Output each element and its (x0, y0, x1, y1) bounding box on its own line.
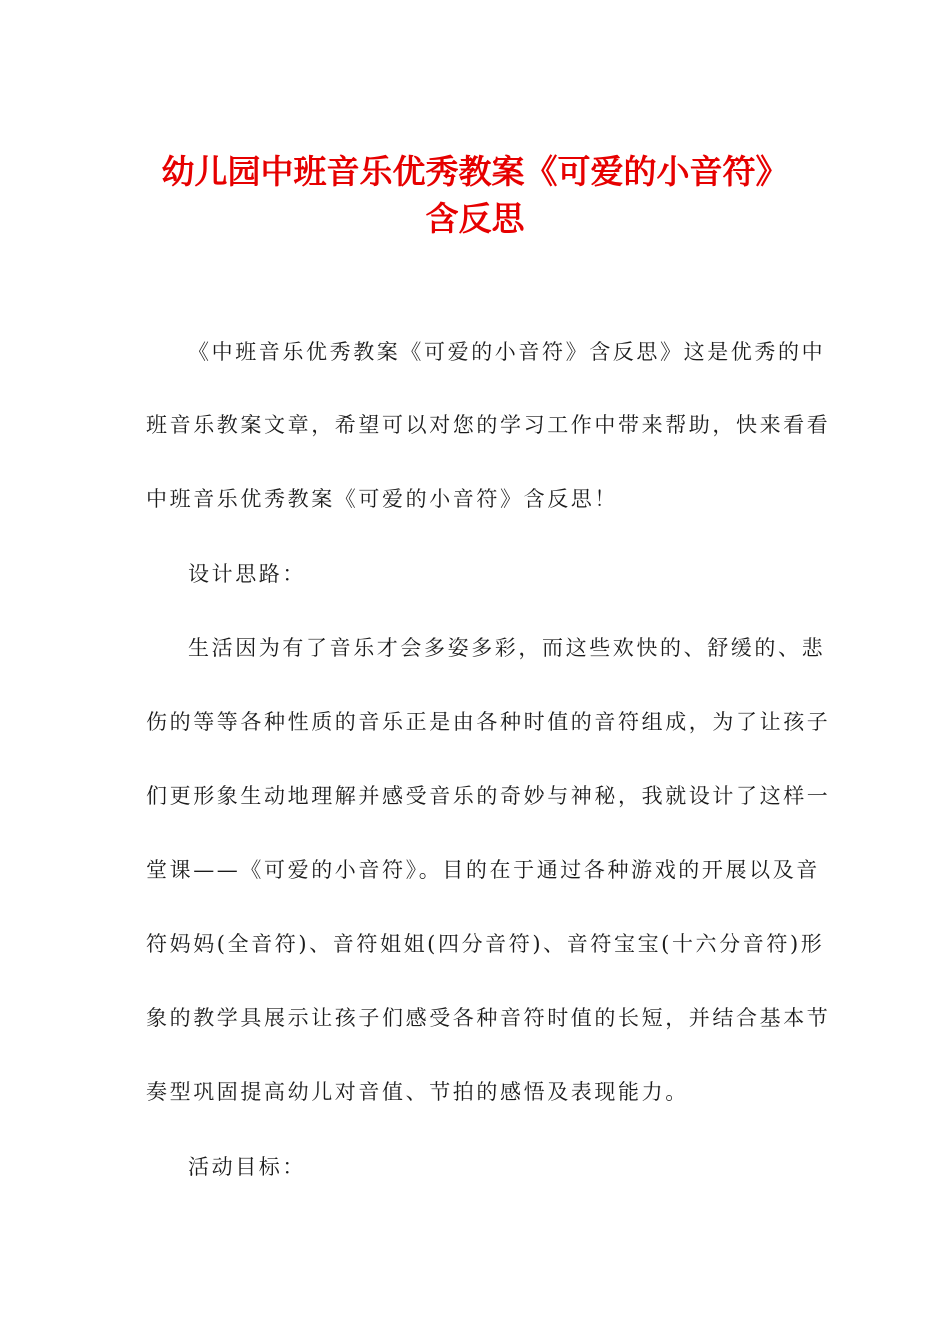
design-paragraph-line-6: 象的教学具展示让孩子们感受各种音符时值的长短，并结合基本节 (146, 1006, 831, 1030)
intro-paragraph-line-1: 《中班音乐优秀教案《可爱的小音符》含反思》这是优秀的中 (188, 340, 826, 364)
section-heading-activity-goals: 活动目标： (188, 1155, 306, 1179)
design-paragraph-line-7: 奏型巩固提高幼儿对音值、节拍的感悟及表现能力。 (146, 1080, 689, 1104)
design-paragraph-line-2: 伤的等等各种性质的音乐正是由各种时值的音符组成，为了让孩子 (146, 710, 831, 734)
section-heading-design-idea: 设计思路： (188, 562, 306, 586)
intro-paragraph-line-3: 中班音乐优秀教案《可爱的小音符》含反思！ (146, 487, 618, 511)
document-title-line-1: 幼儿园中班音乐优秀教案《可爱的小音符》 (161, 152, 789, 191)
design-paragraph-line-4: 堂课——《可爱的小音符》。目的在于通过各种游戏的开展以及音 (146, 858, 820, 882)
intro-paragraph-line-2: 班音乐教案文章，希望可以对您的学习工作中带来帮助，快来看看 (146, 413, 831, 437)
design-paragraph-line-1: 生活因为有了音乐才会多姿多彩，而这些欢快的、舒缓的、悲 (188, 636, 826, 660)
design-paragraph-line-3: 们更形象生动地理解并感受音乐的奇妙与神秘，我就设计了这样一 (146, 784, 831, 808)
document-title-line-2: 含反思 (425, 199, 525, 238)
design-paragraph-line-5: 符妈妈(全音符)、音符姐姐(四分音符)、音符宝宝(十六分音符)形 (146, 932, 825, 956)
